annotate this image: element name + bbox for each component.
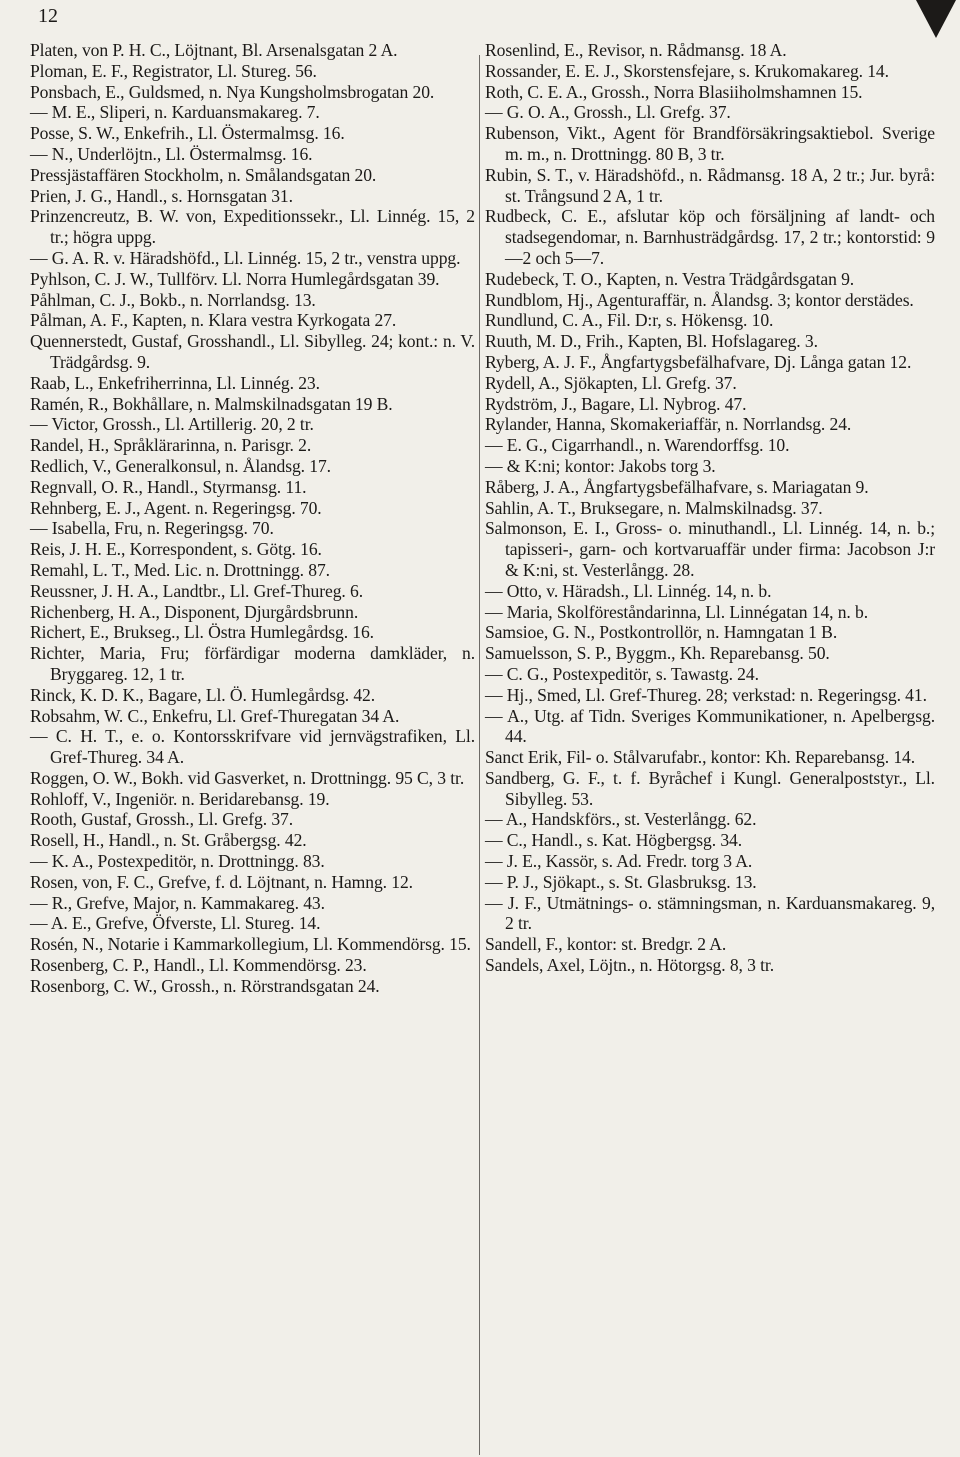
directory-entry: Rosén, N., Notarie i Kammarkollegium, Ll. Kommendörsg. 15. bbox=[30, 934, 471, 955]
directory-entry: Reis, J. H. E., Korrespondent, s. Götg. 16. bbox=[30, 539, 322, 560]
directory-entry: — K. A., Postexpeditör, n. Drottningg. 83. bbox=[30, 851, 325, 872]
directory-entry: — J. F., Utmätnings- o. stämningsman, n. Karduansmakareg. 9, 2 tr. bbox=[485, 892, 935, 934]
directory-entry: Rudbeck, C. E., afslutar köp och försäljning af landt- och stadsegendomar, n. Barnhusträdgårdsg. 17, 2 tr.; kontorstid: 9—2 och 5—7. bbox=[485, 206, 935, 268]
directory-entry: — & K:ni; kontor: Jakobs torg 3. bbox=[485, 455, 716, 476]
directory-entry: — G. O. A., Grossh., Ll. Grefg. 37. bbox=[485, 102, 731, 123]
directory-entry: — Victor, Grossh., Ll. Artillerig. 20, 2 tr. bbox=[30, 414, 314, 435]
directory-entry: Sahlin, A. T., Bruksegare, n. Malmskilnadsg. 37. bbox=[485, 497, 823, 518]
directory-entry: Ploman, E. F., Registrator, Ll. Stureg. 56. bbox=[30, 60, 317, 81]
directory-entry: — A., Handskförs., st. Vesterlångg. 62. bbox=[485, 809, 757, 830]
directory-entry: Rosenberg, C. P., Handl., Ll. Kommendörsg. 23. bbox=[30, 955, 367, 976]
directory-entry: Ramén, R., Bokhållare, n. Malmskilnadsgatan 19 B. bbox=[30, 393, 393, 414]
directory-entry: Robsahm, W. C., Enkefru, Ll. Gref-Thuregatan 34 A. bbox=[30, 705, 400, 726]
directory-entry: Posse, S. W., Enkefrih., Ll. Östermalmsg. 16. bbox=[30, 123, 345, 144]
directory-entry: Ruuth, M. D., Frih., Kapten, Bl. Hofslagareg. 3. bbox=[485, 331, 818, 352]
directory-entry: — C. H. T., e. o. Kontorsskrifvare vid jernvägstrafiken, Ll. Gref-Thureg. 34 A. bbox=[30, 726, 475, 768]
directory-entry: Redlich, V., Generalkonsul, n. Ålandsg. 17. bbox=[30, 455, 331, 476]
directory-entry: Quennerstedt, Gustaf, Grosshandl., Ll. Sibylleg. 24; kont.: n. V. Trädgårdsg. 9. bbox=[30, 331, 475, 372]
directory-entry: Rydell, A., Sjökapten, Ll. Grefg. 37. bbox=[485, 372, 737, 393]
directory-entry: — A. E., Grefve, Öfverste, Ll. Stureg. 14. bbox=[30, 913, 321, 934]
directory-entry: Richert, E., Brukseg., Ll. Östra Humlegårdsg. 16. bbox=[30, 622, 374, 643]
directory-entry: Platen, von P. H. C., Löjtnant, Bl. Arsenalsgatan 2 A. bbox=[30, 40, 398, 60]
directory-entry: — C., Handl., s. Kat. Högbergsg. 34. bbox=[485, 830, 743, 851]
directory-entry: Remahl, L. T., Med. Lic. n. Drottningg. 87. bbox=[30, 559, 330, 580]
directory-entry: Richter, Maria, Fru; förfärdigar moderna damkläder, n. Bryggareg. 12, 1 tr. bbox=[30, 643, 475, 684]
directory-entry: Pålman, A. F., Kapten, n. Klara vestra Kyrkogata 27. bbox=[30, 310, 397, 331]
directory-entry: Salmonson, E. I., Gross- o. minuthandl., Ll. Linnég. 14, n. b.; tapisseri-, garn- och kortvaruaffär under firma: Jacobson J:r & K:ni, st. Vesterlångg. 28. bbox=[485, 518, 935, 580]
directory-entry: Rosell, H., Handl., n. St. Gråbergsg. 42. bbox=[30, 830, 307, 851]
directory-entry: Rydström, J., Bagare, Ll. Nybrog. 47. bbox=[485, 393, 747, 414]
directory-entry: — G. A. R. v. Häradshöfd., Ll. Linnég. 15, 2 tr., venstra uppg. bbox=[30, 247, 461, 268]
directory-entry: Samsioe, G. N., Postkontrollör, n. Hamngatan 1 B. bbox=[485, 622, 838, 643]
directory-entry: Sandberg, G. F., t. f. Byråchef i Kungl. Generalpoststyr., Ll. Sibylleg. 53. bbox=[485, 767, 935, 809]
directory-entry: Rossander, E. E. J., Skorstensfejare, s. Krukomakareg. 14. bbox=[485, 60, 889, 81]
directory-entry: Raab, L., Enkefriherrinna, Ll. Linnég. 23. bbox=[30, 372, 320, 393]
directory-entry: Rylander, Hanna, Skomakeriaffär, n. Norrlandsg. 24. bbox=[485, 414, 852, 435]
directory-entry: Rundlund, C. A., Fil. D:r, s. Hökensg. 10. bbox=[485, 310, 774, 331]
directory-entry: Samuelsson, S. P., Byggm., Kh. Reparebansg. 50. bbox=[485, 643, 830, 664]
directory-entry: Rehnberg, E. J., Agent. n. Regeringsg. 70. bbox=[30, 497, 322, 518]
directory-entry: — N., Underlöjtn., Ll. Östermalmsg. 16. bbox=[30, 143, 313, 164]
directory-entry: Roth, C. E. A., Grossh., Norra Blasiiholmshamnen 15. bbox=[485, 81, 863, 102]
directory-entry: — P. J., Sjökapt., s. St. Glasbruksg. 13. bbox=[485, 871, 757, 892]
directory-entry: Roggen, O. W., Bokh. vid Gasverket, n. Drottningg. 95 C, 3 tr. bbox=[30, 767, 465, 788]
directory-entry: Rosen, von, F. C., Grefve, f. d. Löjtnant, n. Hamng. 12. bbox=[30, 871, 413, 892]
directory-entry: Richenberg, H. A., Disponent, Djurgårdsbrunn. bbox=[30, 601, 359, 622]
directory-entry: Ponsbach, E., Guldsmed, n. Nya Kungsholmsbrogatan 20. bbox=[30, 81, 435, 102]
directory-entry: — Isabella, Fru, n. Regeringsg. 70. bbox=[30, 518, 274, 539]
directory-entry: Regnvall, O. R., Handl., Styrmansg. 11. bbox=[30, 476, 307, 497]
directory-entry: — Maria, Skolföreståndarinna, Ll. Linnégatan 14, n. b. bbox=[485, 601, 869, 622]
directory-entry: Rosenlind, E., Revisor, n. Rådmansg. 18 A. bbox=[485, 40, 787, 60]
directory-entry: Påhlman, C. J., Bokb., n. Norrlandsg. 13. bbox=[30, 289, 316, 310]
directory-entry: Pyhlson, C. J. W., Tullförv. Ll. Norra Humlegårdsgatan 39. bbox=[30, 268, 440, 289]
corner-mark bbox=[916, 0, 956, 38]
directory-entry: Sandels, Axel, Löjtn., n. Hötorgsg. 8, 3 tr. bbox=[485, 955, 774, 976]
directory-entry: — E. G., Cigarrhandl., n. Warendorffsg. 10. bbox=[485, 435, 790, 456]
directory-entry: Prien, J. G., Handl., s. Hornsgatan 31. bbox=[30, 185, 293, 206]
directory-entry: Rohloff, V., Ingeniör. n. Beridarebansg. 19. bbox=[30, 788, 330, 809]
directory-entry: Prinzencreutz, B. W. von, Expeditionssekr., Ll. Linnég. 15, 2 tr.; högra uppg. bbox=[30, 206, 475, 248]
directory-entry: Rubenson, Vikt., Agent för Brandförsäkringsaktiebol. Sverige m. m., n. Drottningg. 80 B, 3 tr. bbox=[485, 123, 935, 164]
directory-entry: — Hj., Smed, Ll. Gref-Thureg. 28; verkstad: n. Regeringsg. 41. bbox=[485, 684, 927, 705]
directory-entry: — J. E., Kassör, s. Ad. Fredr. torg 3 A. bbox=[485, 851, 753, 872]
directory-entry: Råberg, J. A., Ångfartygsbefälhafvare, s. Mariagatan 9. bbox=[485, 476, 869, 497]
directory-entry: — Otto, v. Häradsh., Ll. Linnég. 14, n. b. bbox=[485, 580, 772, 601]
directory-entry: — M. E., Sliperi, n. Karduansmakareg. 7. bbox=[30, 102, 320, 123]
directory-entry: Rosenborg, C. W., Grossh., n. Rörstrandsgatan 24. bbox=[30, 975, 380, 996]
right-column bbox=[485, 40, 935, 976]
directory-entry: Reussner, J. H. A., Landtbr., Ll. Gref-Thureg. 6. bbox=[30, 580, 364, 601]
directory-entry: Sandell, F., kontor: st. Bredgr. 2 A. bbox=[485, 934, 727, 955]
directory-entry: Rubin, S. T., v. Häradshöfd., n. Rådmansg. 18 A, 2 tr.; Jur. byrå: st. Trångsund 2 A, 1 tr. bbox=[485, 164, 935, 206]
left-column bbox=[30, 40, 475, 997]
directory-entry: Rudebeck, T. O., Kapten, n. Vestra Trädgårdsgatan 9. bbox=[485, 268, 855, 289]
directory-entry: — A., Utg. af Tidn. Sveriges Kommunikationer, n. Apelbergsg. 44. bbox=[485, 705, 935, 747]
directory-entry: Randel, H., Språklärarinna, n. Parisgr. 2. bbox=[30, 435, 312, 456]
column-divider bbox=[479, 55, 480, 1455]
directory-entry: — R., Grefve, Major, n. Kammakareg. 43. bbox=[30, 892, 325, 913]
directory-entry: Rundblom, Hj., Agenturaffär, n. Ålandsg. 3; kontor derstädes. bbox=[485, 289, 914, 310]
directory-entry: Rinck, K. D. K., Bagare, Ll. Ö. Humlegårdsg. 42. bbox=[30, 684, 376, 705]
directory-entry: Pressjästaffären Stockholm, n. Smålandsgatan 20. bbox=[30, 164, 377, 185]
directory-entry: Ryberg, A. J. F., Ångfartygsbefälhafvare, Dj. Långa gatan 12. bbox=[485, 351, 912, 372]
directory-entry: Rooth, Gustaf, Grossh., Ll. Grefg. 37. bbox=[30, 809, 294, 830]
directory-entry: — C. G., Postexpeditör, s. Tawastg. 24. bbox=[485, 663, 759, 684]
directory-entry: Sanct Erik, Fil- o. Stålvarufabr., kontor: Kh. Reparebansg. 14. bbox=[485, 747, 916, 768]
page-number: 12 bbox=[38, 5, 58, 27]
